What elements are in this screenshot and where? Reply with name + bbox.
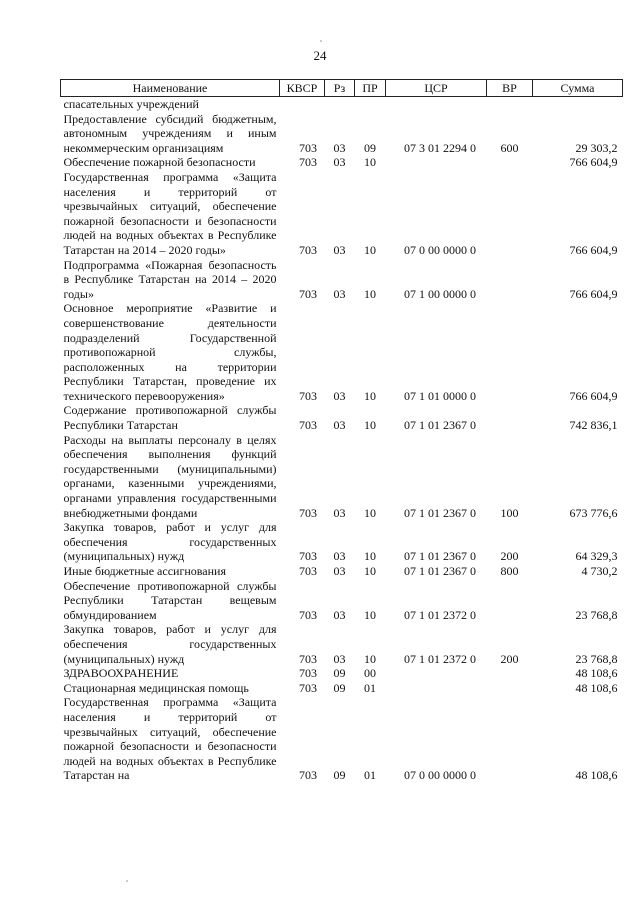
cell-sum: 64 329,3 bbox=[575, 549, 618, 564]
budget-table-container bbox=[60, 79, 622, 783]
cell-csr bbox=[386, 681, 487, 696]
cell-name: Обеспечение пожарной безопасности bbox=[63, 155, 256, 170]
cell-vr bbox=[487, 301, 533, 403]
cell-kvsr: 703 bbox=[299, 286, 317, 301]
cell-vr: 600 bbox=[500, 140, 519, 155]
table-header bbox=[61, 80, 623, 97]
cell-pr: 10 bbox=[364, 242, 376, 257]
cell-pr: 01 bbox=[364, 680, 376, 695]
cell-vr bbox=[487, 579, 533, 623]
cell-name: Закупка товаров, работ и услуг для обеспечения государственных (муниципальных) нужд bbox=[63, 622, 277, 666]
cell-csr bbox=[386, 155, 487, 170]
cell-pr: 01 bbox=[364, 768, 376, 783]
cell-pr: 00 bbox=[364, 666, 376, 681]
table-row bbox=[61, 433, 623, 521]
cell-vr bbox=[487, 695, 533, 783]
cell-vr bbox=[487, 403, 533, 432]
table-body bbox=[61, 97, 623, 783]
cell-csr: 07 3 01 2294 0 bbox=[404, 140, 476, 155]
table-row bbox=[61, 695, 623, 783]
header-pr: ПР bbox=[355, 80, 386, 97]
cell-name: Закупка товаров, работ и услуг для обеспечения государственных (муниципальных) нужд bbox=[63, 520, 277, 564]
cell-pr: 10 bbox=[364, 505, 376, 520]
cell-kvsr: 703 bbox=[299, 155, 317, 170]
cell-sum: 766 604,9 bbox=[569, 388, 618, 403]
cell-vr: 800 bbox=[500, 564, 519, 578]
cell-name: ЗДРАВООХРАНЕНИЕ bbox=[63, 666, 179, 681]
cell-vr bbox=[487, 155, 533, 170]
cell-vr bbox=[487, 170, 533, 258]
cell-kvsr: 703 bbox=[299, 418, 317, 433]
cell-pr: 10 bbox=[364, 564, 376, 578]
cell-csr: 07 1 01 2367 0 bbox=[404, 549, 476, 564]
table-row bbox=[61, 112, 623, 156]
cell-sum: 48 108,6 bbox=[575, 768, 618, 783]
cell-pr: 10 bbox=[364, 155, 376, 170]
cell-name: Государственная программа «Защита населения и территорий от чрезвычайных ситуаций, обеспечение пожарной безопасности и безопасности людей на водных объектах в Республике Татарстан на 2014 – 2020 годы» bbox=[63, 169, 277, 257]
cell-rz bbox=[325, 97, 355, 112]
table-row bbox=[61, 579, 623, 623]
cell-kvsr: 703 bbox=[299, 140, 317, 155]
cell-kvsr: 703 bbox=[299, 388, 317, 403]
table-row bbox=[61, 622, 623, 666]
table-row bbox=[61, 564, 623, 579]
cell-sum: 766 604,9 bbox=[569, 242, 618, 257]
cell-name: Содержание противопожарной службы Республики Татарстан bbox=[63, 403, 277, 433]
cell-rz: 03 bbox=[333, 505, 346, 520]
cell-rz: 03 bbox=[333, 607, 346, 622]
cell-name: Основное мероприятие «Развитие и совершенствование деятельности подразделений Государственной противопожарной службы, расположенных на территории Республики Татарстан, проведение их технического перевооружения» bbox=[63, 301, 277, 403]
cell-csr: 07 0 00 0000 0 bbox=[404, 242, 476, 257]
cell-name: Стационарная медицинская помощь bbox=[63, 680, 249, 695]
page-number: 24 bbox=[313, 48, 327, 63]
header-vr: ВР bbox=[487, 80, 533, 97]
header-sum: Сумма bbox=[533, 80, 623, 97]
cell-vr bbox=[487, 258, 533, 302]
cell-rz: 09 bbox=[333, 680, 346, 695]
cell-csr: 07 1 01 2367 0 bbox=[404, 564, 476, 578]
cell-pr bbox=[355, 97, 386, 112]
cell-rz: 03 bbox=[333, 388, 346, 403]
cell-pr: 10 bbox=[364, 607, 376, 622]
cell-name: Расходы на выплаты персоналу в целях обеспечения выполнения функций государственными (муниципальными) органами, казенными учреждениями, органами управления государственными внебюджетными фондами bbox=[63, 432, 277, 520]
cell-name: спасательных учреждений bbox=[63, 97, 199, 111]
cell-sum: 29 303,2 bbox=[575, 140, 618, 155]
cell-sum: 48 108,6 bbox=[575, 666, 618, 681]
header-rz: Рз bbox=[325, 80, 355, 97]
cell-kvsr: 703 bbox=[299, 564, 317, 578]
cell-vr bbox=[487, 666, 533, 681]
cell-pr: 10 bbox=[364, 286, 376, 301]
header-name: Наименование bbox=[61, 80, 280, 97]
cell-sum: 23 768,8 bbox=[575, 651, 618, 666]
cell-kvsr: 703 bbox=[299, 607, 317, 622]
table-row bbox=[61, 170, 623, 258]
cell-kvsr: 703 bbox=[299, 680, 317, 695]
cell-name: Иные бюджетные ассигнования bbox=[63, 564, 226, 578]
cell-name: Государственная программа «Защита населения и территорий от чрезвычайных ситуаций, обеспечение пожарной безопасности и безопасности людей на водных объектах в Республике Татарстан на bbox=[63, 695, 277, 783]
cell-name: Подпрограмма «Пожарная безопасность в Республике Татарстан на 2014 – 2020 годы» bbox=[63, 257, 277, 301]
table-row bbox=[61, 155, 623, 170]
cell-pr: 10 bbox=[364, 388, 376, 403]
cell-rz: 03 bbox=[333, 155, 346, 170]
cell-rz: 03 bbox=[333, 549, 346, 564]
cell-vr: 200 bbox=[500, 549, 519, 564]
cell-sum: 673 776,6 bbox=[569, 505, 618, 520]
cell-sum: 742 836,1 bbox=[569, 418, 618, 433]
cell-sum: 766 604,9 bbox=[569, 286, 618, 301]
table-row bbox=[61, 258, 623, 302]
cell-kvsr: 703 bbox=[299, 768, 317, 783]
cell-sum: 23 768,8 bbox=[575, 607, 618, 622]
budget-table bbox=[60, 79, 623, 783]
cell-rz: 03 bbox=[333, 242, 346, 257]
cell-pr: 09 bbox=[364, 140, 376, 155]
cell-vr: 100 bbox=[500, 505, 519, 520]
cell-csr: 07 0 00 0000 0 bbox=[404, 768, 476, 783]
table-row bbox=[61, 301, 623, 403]
cell-rz: 09 bbox=[333, 768, 346, 783]
cell-kvsr: 703 bbox=[299, 666, 317, 681]
table-row bbox=[61, 403, 623, 432]
cell-rz: 03 bbox=[333, 418, 346, 433]
cell-name: Предоставление субсидий бюджетным, автономным учреждениям и иным некоммерческим организациям bbox=[63, 111, 277, 155]
scan-speck bbox=[126, 880, 128, 882]
cell-csr: 07 1 01 0000 0 bbox=[404, 388, 476, 403]
cell-csr: 07 1 01 2372 0 bbox=[404, 607, 476, 622]
cell-vr bbox=[487, 681, 533, 696]
cell-rz: 03 bbox=[333, 564, 346, 578]
cell-csr: 07 1 00 0000 0 bbox=[404, 286, 476, 301]
cell-vr: 200 bbox=[500, 651, 519, 666]
cell-rz: 03 bbox=[333, 140, 346, 155]
cell-rz: 09 bbox=[333, 666, 346, 681]
cell-kvsr: 703 bbox=[299, 651, 317, 666]
cell-rz: 03 bbox=[333, 286, 346, 301]
cell-sum: 48 108,6 bbox=[575, 680, 618, 695]
table-row bbox=[61, 520, 623, 564]
cell-kvsr bbox=[280, 97, 325, 112]
cell-pr: 10 bbox=[364, 549, 376, 564]
cell-csr bbox=[386, 97, 487, 112]
cell-rz: 03 bbox=[333, 651, 346, 666]
table-row bbox=[61, 97, 623, 112]
cell-csr: 07 1 01 2372 0 bbox=[404, 651, 476, 666]
header-kvsr: КВСР bbox=[280, 80, 325, 97]
cell-kvsr: 703 bbox=[299, 242, 317, 257]
cell-sum: 4 730,2 bbox=[581, 564, 618, 578]
cell-kvsr: 703 bbox=[299, 505, 317, 520]
cell-sum bbox=[533, 97, 623, 112]
cell-csr: 07 1 01 2367 0 bbox=[404, 418, 476, 433]
cell-csr bbox=[386, 666, 487, 681]
cell-kvsr: 703 bbox=[299, 549, 317, 564]
cell-vr bbox=[487, 97, 533, 112]
table-row bbox=[61, 666, 623, 681]
cell-pr: 10 bbox=[364, 418, 376, 433]
cell-csr: 07 1 01 2367 0 bbox=[404, 505, 476, 520]
cell-sum: 766 604,9 bbox=[569, 155, 618, 170]
cell-name: Обеспечение противопожарной службы Республики Татарстан вещевым обмундированием bbox=[63, 578, 277, 622]
cell-pr: 10 bbox=[364, 651, 376, 666]
scan-speck bbox=[320, 40, 322, 42]
table-row bbox=[61, 681, 623, 696]
header-csr: ЦСР bbox=[386, 80, 487, 97]
